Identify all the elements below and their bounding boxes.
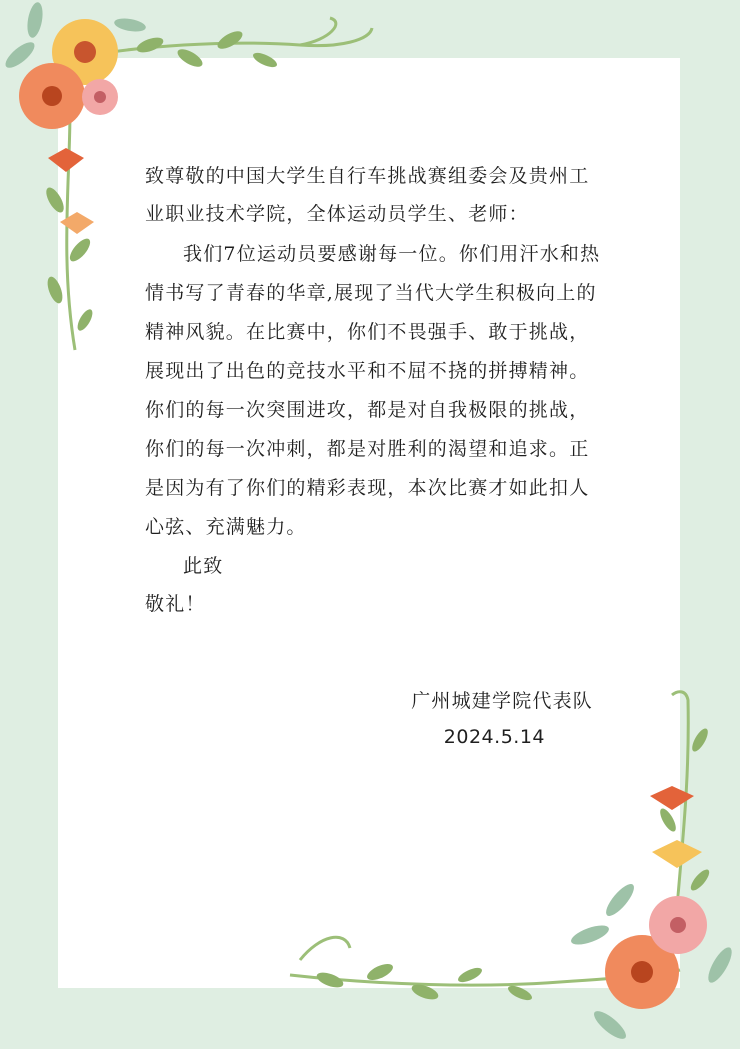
letter-date: 2024.5.14 bbox=[443, 726, 545, 748]
letter-signature: 广州城建学院代表队 bbox=[411, 690, 593, 712]
letter-body: 我们7位运动员要感谢每一位。你们用汗水和热情书写了青春的华章,展现了当代大学生积极向上的精神风貌。在比赛中，你们不畏强手、敢于挑战，展现出了出色的竞技水平和不屈不挠的拼搏精神。你们的每一次突围进攻，都是对自我极限的挑战，你们的每一次冲刺，都是对胜利的渴望和追求。正是因为有了你们的精彩表现，本次比赛才如此扣人心弦、充满魅力。 bbox=[145, 243, 601, 538]
letter-content bbox=[145, 157, 607, 748]
letter-closing: 此致 bbox=[183, 555, 224, 577]
letter-greeting: 致尊敬的中国大学生自行车挑战赛组委会及贵州工业职业技术学院，全体运动员学生、老师： bbox=[145, 165, 590, 225]
letter-salutation: 敬礼！ bbox=[145, 593, 206, 615]
